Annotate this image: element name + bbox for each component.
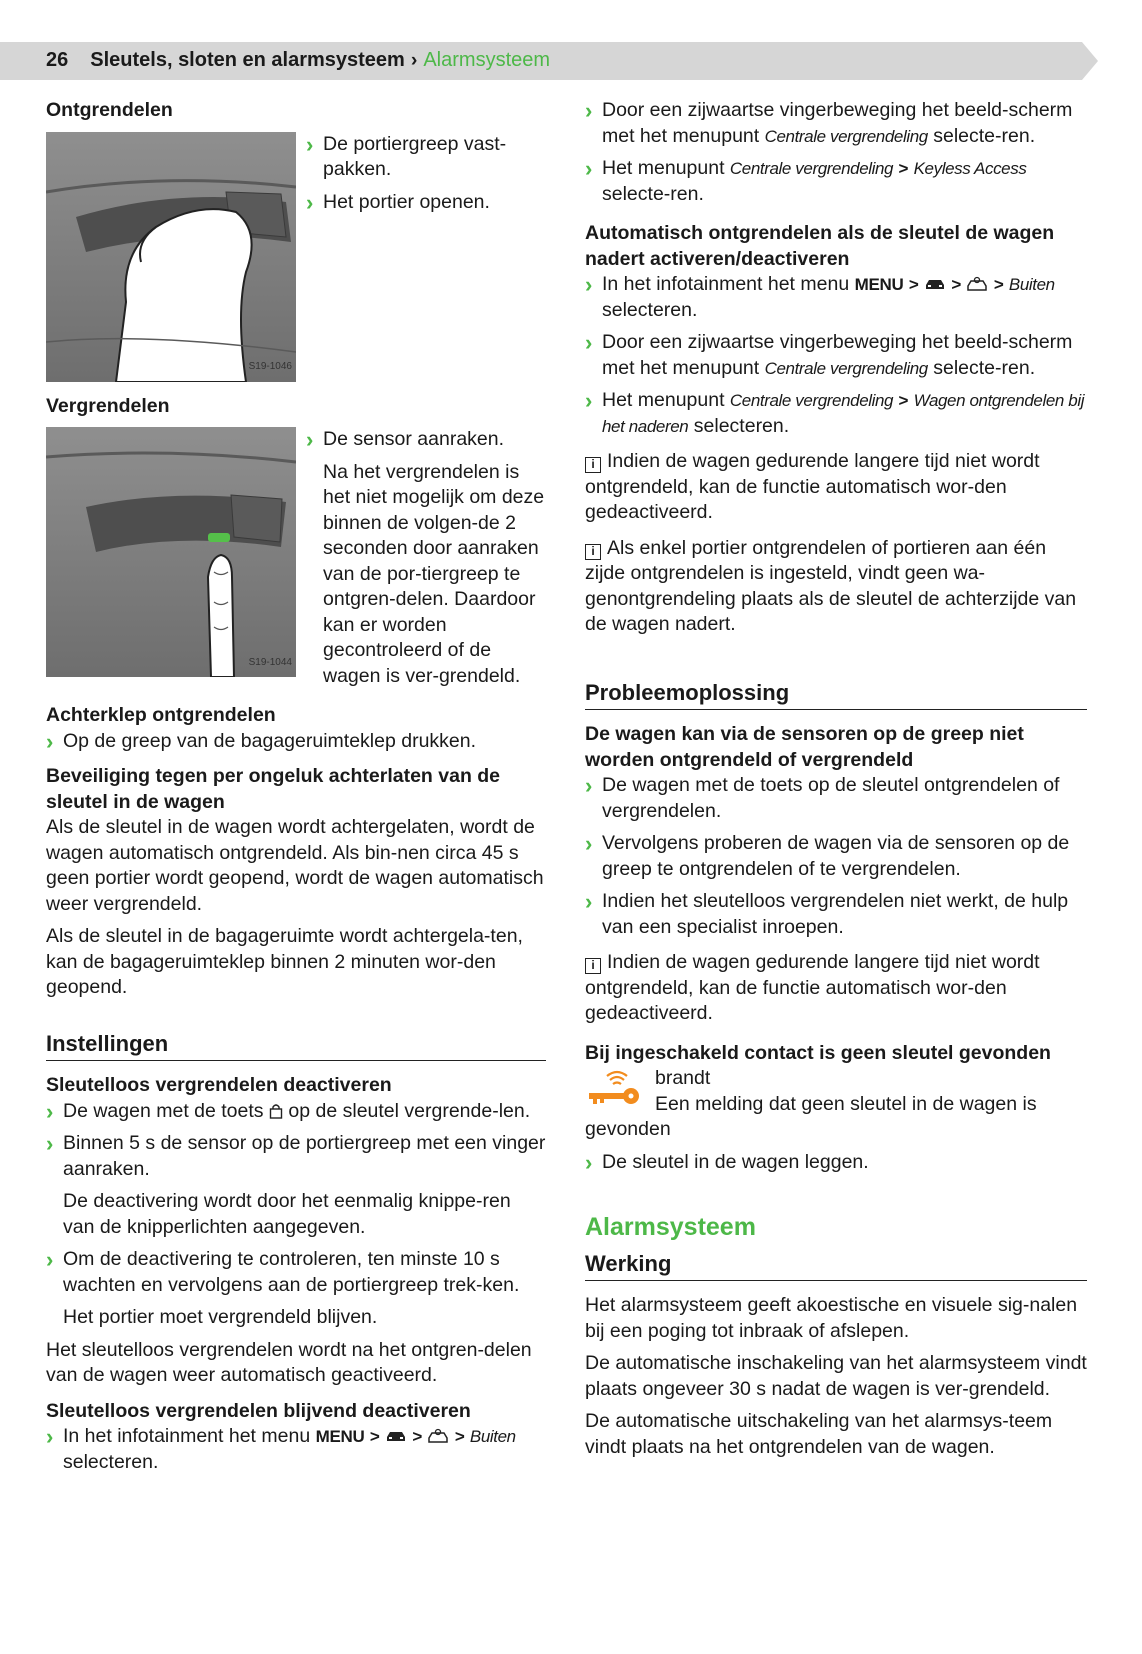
list-item: › Vervolgens proberen de wagen via de sensoren op de greep te ontgrendelen of te vergrendelen. bbox=[585, 831, 1087, 882]
car-icon bbox=[924, 277, 946, 291]
troubleshooting-heading: Probleemoplossing bbox=[585, 680, 1087, 711]
info-icon: i bbox=[585, 544, 601, 560]
info-icon: i bbox=[585, 457, 601, 473]
lock-figure bbox=[46, 427, 296, 677]
paragraph: De automatische uitschakeling van het alarmsys-teem vindt plaats na het ontgrendelen van de wagen. bbox=[585, 1410, 1053, 1458]
header-arrow bbox=[1082, 42, 1098, 80]
note: De deactivering wordt door het eenmalig knippe-ren van de knipperlichten aangegeven. bbox=[63, 1190, 511, 1238]
list-item: › In het infotainment het menu MENU > > > Buiten selecteren. bbox=[585, 272, 1087, 323]
lock-heading: Vergrendelen bbox=[46, 394, 170, 417]
lock-key-icon bbox=[269, 1103, 283, 1119]
permanent-deactivate-heading: Sleutelloos vergrendelen blijvend deactiveren bbox=[46, 1399, 471, 1422]
list-item: › Binnen 5 s de sensor op de portiergreep met een vinger aanraken. bbox=[46, 1131, 546, 1182]
deactivate-heading: Sleutelloos vergrendelen deactiveren bbox=[46, 1074, 392, 1096]
page-number: 26 bbox=[46, 49, 69, 72]
lock-note: Na het vergrendelen is het niet mogelijk om deze binnen de volgen-de 2 seconden door aanraken van de por-tiergreep te ontgren-delen. Daardoor kan er worden gecontroleerd of de wagen is ver-grendeld. bbox=[323, 460, 545, 687]
page-header bbox=[0, 42, 1082, 80]
list-item: › Indien het sleutelloos vergrendelen niet werkt, de hulp van een specialist inroepen. bbox=[585, 889, 1087, 940]
list-item: › Door een zijwaartse vingerbeweging het beeld-scherm met het menupunt Centrale vergrendeling selecte-ren. bbox=[585, 330, 1087, 381]
info-note: i Als enkel portier ontgrendelen of portieren aan één zijde ontgrendelen is ingesteld, vindt geen wa-genontgrendeling plaats als de sleutel de achterzijde van de wagen nadert. bbox=[585, 536, 1077, 635]
warning-block bbox=[585, 1066, 1087, 1143]
list-item: › Het menupunt Centrale vergrendeling > Keyless Access selecte-ren. bbox=[585, 156, 1087, 207]
operation-heading: Werking bbox=[585, 1251, 1087, 1282]
menu-label: MENU bbox=[854, 275, 904, 294]
figure-label: S19-1046 bbox=[248, 361, 292, 372]
protection-heading: Beveiliging tegen per ongeluk achterlaten van de sleutel in de wagen bbox=[46, 765, 501, 813]
list-item: › De sleutel in de wagen leggen. bbox=[585, 1150, 1087, 1176]
info-note: i Indien de wagen gedurende langere tijd niet wordt ontgrendeld, kan de functie automatisch wor-den gedeactiveerd. bbox=[585, 450, 1040, 523]
auto-unlock-heading: Automatisch ontgrendelen als de sleutel de wagen nadert activeren/deactiveren bbox=[585, 222, 1055, 270]
figure-label: S19-1044 bbox=[248, 656, 292, 668]
right-column bbox=[585, 98, 1087, 1460]
list-item: › Om de deactivering te controleren, ten minste 10 s wachten en vervolgens aan de portiergreep trek-ken. bbox=[46, 1247, 546, 1298]
left-column bbox=[46, 98, 546, 1475]
chapter-title: Sleutels, sloten en alarmsysteem bbox=[90, 49, 405, 72]
info-note: i Indien de wagen gedurende langere tijd niet wordt ontgrendeld, kan de functie automatisch wor-den gedeactiveerd. bbox=[585, 951, 1040, 1024]
paragraph: Het alarmsysteem geeft akoestische en visuele sig-nalen bij een poging tot inbraak of afslepen. bbox=[585, 1294, 1078, 1342]
list-item: › De wagen met de toets op de sleutel ontgrendelen of vergrendelen. bbox=[585, 773, 1087, 824]
list-item: › De sensor aanraken. bbox=[306, 427, 546, 453]
unlock-figure bbox=[46, 132, 296, 382]
sensor-issue-heading: De wagen kan via de sensoren op de greep niet worden ontgrendeld of vergrendeld bbox=[585, 723, 1024, 771]
brandt-text: brandt bbox=[655, 1067, 711, 1089]
list-item: › Door een zijwaartse vingerbeweging het beeld-scherm met het menupunt Centrale vergrendeling selecte-ren. bbox=[585, 98, 1087, 149]
breadcrumb-separator: › bbox=[410, 49, 418, 72]
car-settings-icon bbox=[966, 276, 988, 292]
note: Het portier moet vergrendeld blijven. bbox=[63, 1306, 378, 1328]
tailgate-heading: Achterklep ontgrendelen bbox=[46, 704, 276, 726]
section-title: Alarmsysteem bbox=[423, 49, 551, 72]
list-item: › De portiergreep vast-pakken. bbox=[306, 132, 546, 183]
alarm-heading: Alarmsysteem bbox=[585, 1213, 756, 1241]
key-warning-icon bbox=[585, 1066, 645, 1110]
menu-label: MENU bbox=[315, 1427, 365, 1446]
car-icon bbox=[385, 1429, 407, 1443]
paragraph: Als de sleutel in de wagen wordt achtergelaten, wordt de wagen automatisch ontgrendeld. Als bin-nen circa 45 s geen portier wordt geopend, wordt de wagen automatisch weer vergrendeld. bbox=[46, 816, 544, 915]
list-item: › Op de greep van de bagageruimteklep drukken. bbox=[46, 729, 546, 755]
list-item: › In het infotainment het menu MENU > > > Buiten selecteren. bbox=[46, 1424, 546, 1475]
paragraph: De automatische inschakeling van het alarmsysteem vindt plaats ongeveer 30 s nadat de wagen is ver-grendeld. bbox=[585, 1352, 1087, 1400]
paragraph: Het sleutelloos vergrendelen wordt na het ontgren-delen van de wagen weer automatisch geactiveerd. bbox=[46, 1338, 532, 1386]
settings-heading: Instellingen bbox=[46, 1031, 546, 1062]
paragraph: Als de sleutel in de bagageruimte wordt achtergela-ten, kan de bagageruimteklep binnen 2 minuten wor-den geopend. bbox=[46, 925, 523, 998]
list-item: › De wagen met de toets op de sleutel vergrende-len. bbox=[46, 1099, 546, 1125]
car-settings-icon bbox=[427, 1428, 449, 1444]
list-item: › Het portier openen. bbox=[306, 190, 546, 216]
unlock-heading: Ontgrendelen bbox=[46, 99, 173, 121]
list-item: › Het menupunt Centrale vergrendeling > Wagen ontgrendelen bij het naderen selecteren. bbox=[585, 388, 1087, 439]
info-icon: i bbox=[585, 958, 601, 974]
no-key-heading: Bij ingeschakeld contact is geen sleutel gevonden bbox=[585, 1041, 1051, 1064]
warning-message: Een melding dat geen sleutel in de wagen is gevonden bbox=[585, 1092, 1037, 1140]
